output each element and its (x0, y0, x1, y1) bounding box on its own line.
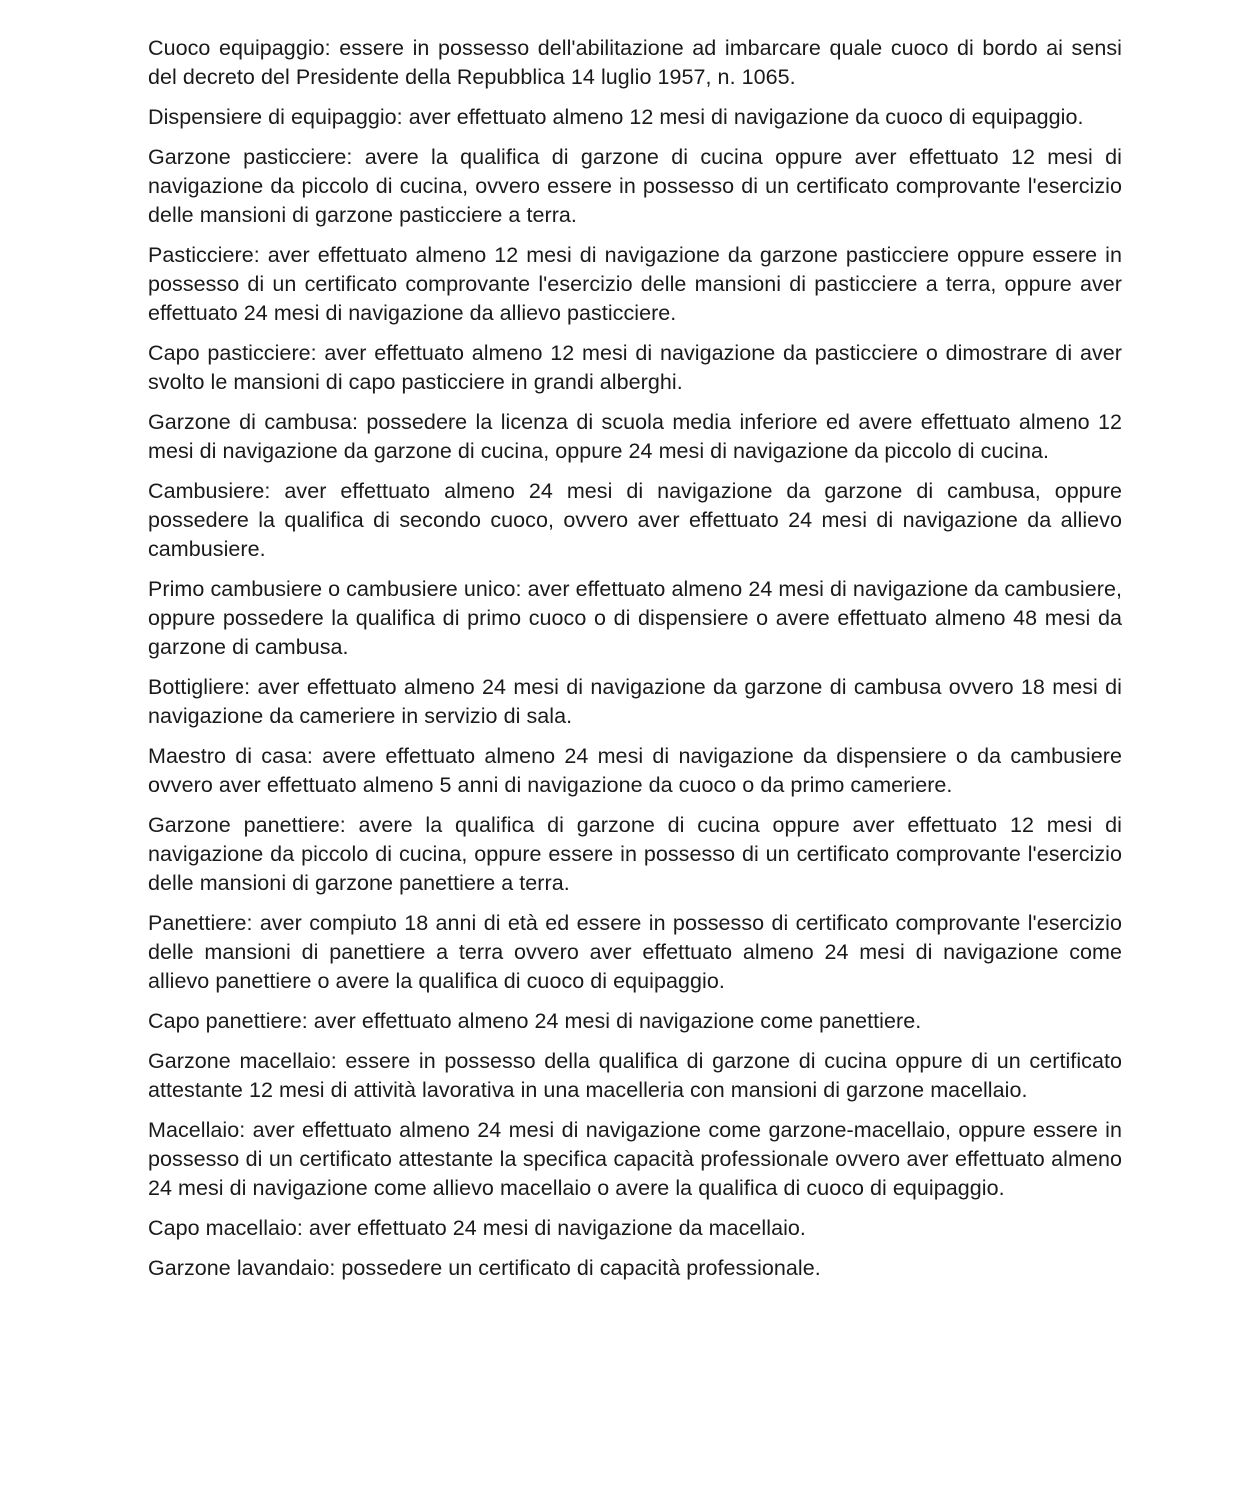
paragraph-garzone-di-cambusa: Garzone di cambusa: possedere la licenza di scuola media inferiore ed avere effettuato almeno 12 mesi di navigazione da garzone di cucina, oppure 24 mesi di navigazione da piccolo di cucina. (148, 410, 1122, 463)
paragraph-garzone-panettiere: Garzone panettiere: avere la qualifica di garzone di cucina oppure aver effettuato 12 mesi di navigazione da piccolo di cucina, oppure essere in possesso di un certificato comprovante l'esercizio delle mansioni di garzone panettiere a terra. (148, 813, 1122, 895)
paragraph-capo-macellaio: Capo macellaio: aver effettuato 24 mesi di navigazione da macellaio. (148, 1216, 806, 1240)
document-page (148, 34, 1122, 1294)
paragraph-cambusiere: Cambusiere: aver effettuato almeno 24 mesi di navigazione da garzone di cambusa, oppure possedere la qualifica di secondo cuoco, ovvero aver effettuato 24 mesi di navigazione da allievo cambusiere. (148, 479, 1122, 561)
paragraph-macellaio: Macellaio: aver effettuato almeno 24 mesi di navigazione come garzone-macellaio, oppure essere in possesso di un certificato attestante la specifica capacità professionale ovvero aver effettuato almeno 24 mesi di navigazione come allievo macellaio o avere la qualifica di cuoco di equipaggio. (148, 1118, 1122, 1200)
paragraph-capo-pasticciere: Capo pasticciere: aver effettuato almeno 12 mesi di navigazione da pasticciere o dimostrare di aver svolto le mansioni di capo pasticciere in grandi alberghi. (148, 341, 1122, 394)
paragraph-dispensiere-di-equipaggio: Dispensiere di equipaggio: aver effettuato almeno 12 mesi di navigazione da cuoco di equipaggio. (148, 105, 1084, 129)
paragraph-garzone-lavandaio: Garzone lavandaio: possedere un certificato di capacità professionale. (148, 1256, 821, 1280)
paragraph-bottigliere: Bottigliere: aver effettuato almeno 24 mesi di navigazione da garzone di cambusa ovvero 18 mesi di navigazione da cameriere in servizio di sala. (148, 675, 1122, 728)
paragraph-pasticciere: Pasticciere: aver effettuato almeno 12 mesi di navigazione da garzone pasticciere oppure essere in possesso di un certificato comprovante l'esercizio delle mansioni di pasticciere a terra, oppure aver effettuato 24 mesi di navigazione da allievo pasticciere. (148, 243, 1122, 325)
paragraph-capo-panettiere: Capo panettiere: aver effettuato almeno 24 mesi di navigazione come panettiere. (148, 1009, 922, 1033)
paragraph-garzone-macellaio: Garzone macellaio: essere in possesso della qualifica di garzone di cucina oppure di un certificato attestante 12 mesi di attività lavorativa in una macelleria con mansioni di garzone macellaio. (148, 1049, 1122, 1102)
paragraph-panettiere: Panettiere: aver compiuto 18 anni di età ed essere in possesso di certificato comprovante l'esercizio delle mansioni di panettiere a terra ovvero aver effettuato almeno 24 mesi di navigazione come allievo panettiere o avere la qualifica di cuoco di equipaggio. (148, 911, 1122, 993)
paragraph-primo-cambusiere: Primo cambusiere o cambusiere unico: aver effettuato almeno 24 mesi di navigazione da cambusiere, oppure possedere la qualifica di primo cuoco o di dispensiere o avere effettuato almeno 48 mesi da garzone di cambusa. (148, 577, 1122, 659)
paragraph-garzone-pasticciere: Garzone pasticciere: avere la qualifica di garzone di cucina oppure aver effettuato 12 mesi di navigazione da piccolo di cucina, ovvero essere in possesso di un certificato comprovante l'esercizio delle mansioni di garzone pasticciere a terra. (148, 145, 1122, 227)
paragraph-maestro-di-casa: Maestro di casa: avere effettuato almeno 24 mesi di navigazione da dispensiere o da cambusiere ovvero aver effettuato almeno 5 anni di navigazione da cuoco o da primo cameriere. (148, 744, 1122, 797)
paragraph-cuoco-equipaggio: Cuoco equipaggio: essere in possesso dell'abilitazione ad imbarcare quale cuoco di bordo ai sensi del decreto del Presidente della Repubblica 14 luglio 1957, n. 1065. (148, 36, 1122, 89)
